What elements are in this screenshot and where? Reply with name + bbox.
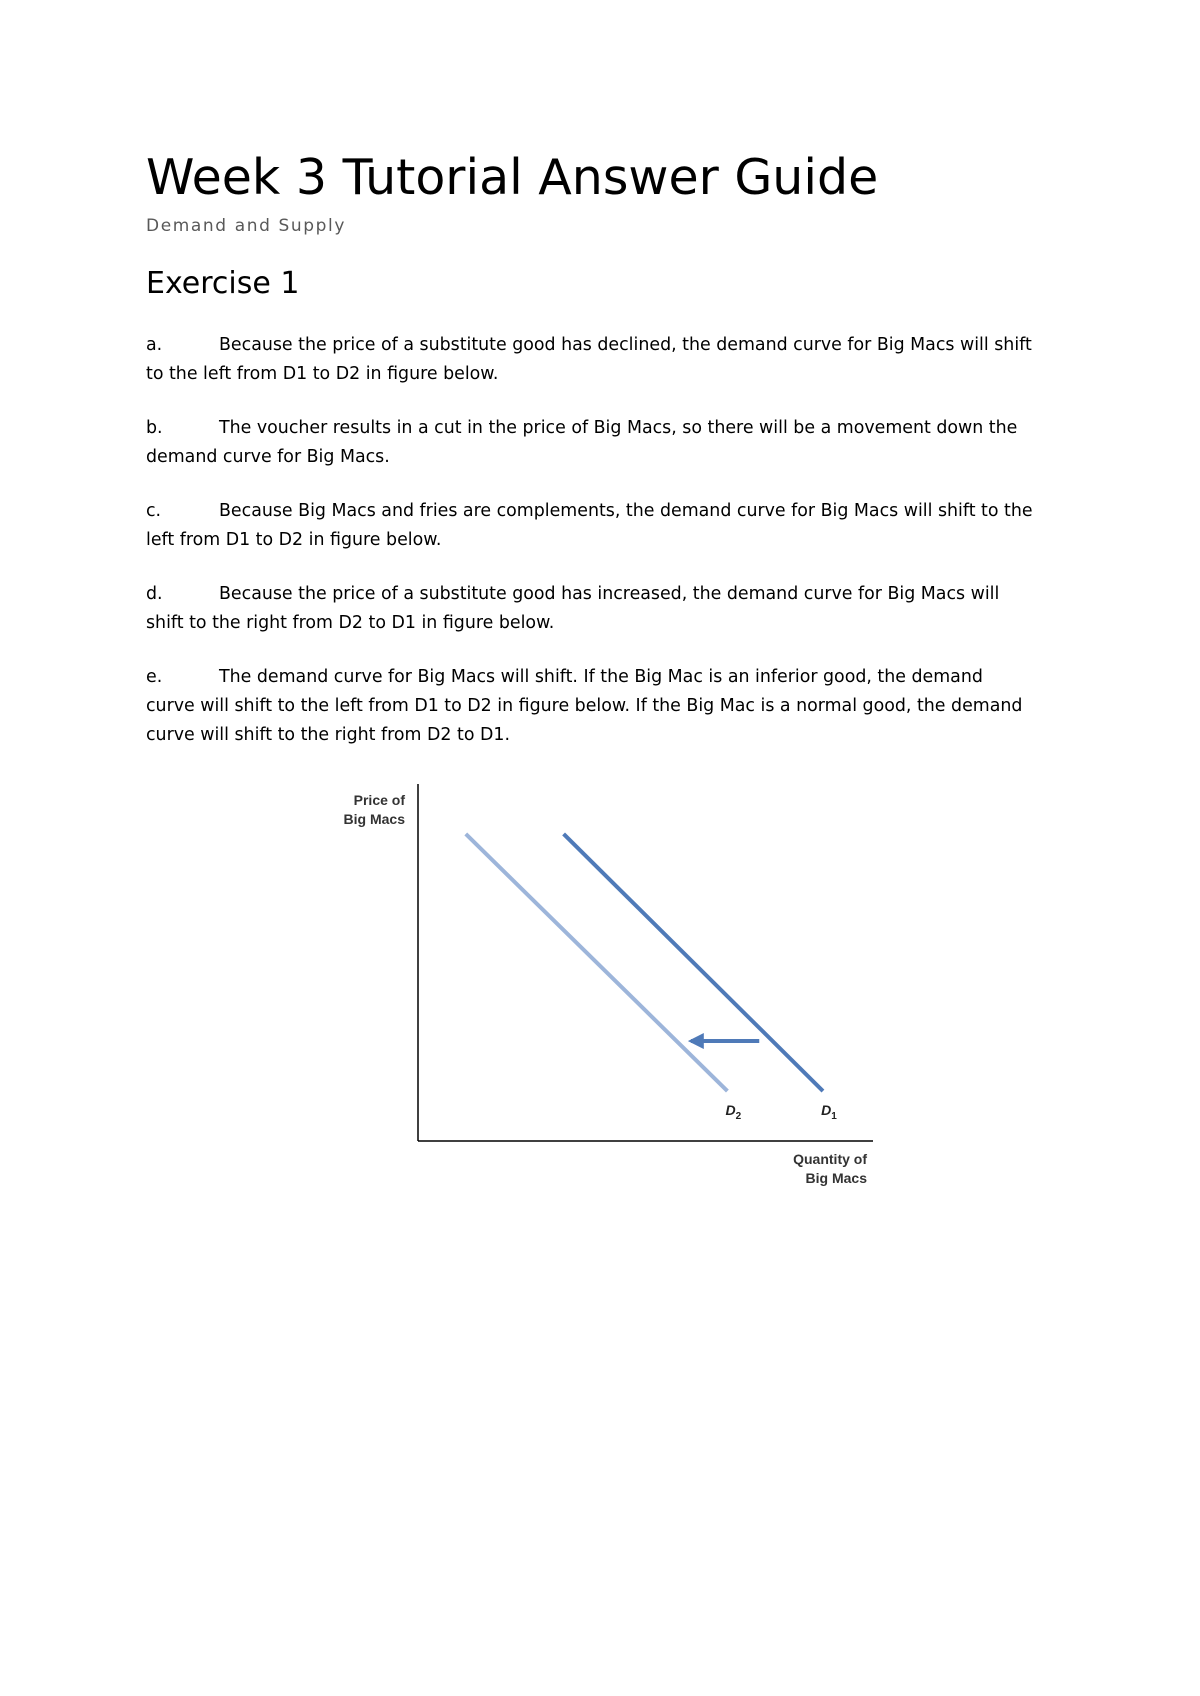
demand-shift-chart — [300, 770, 900, 1200]
answer-line — [146, 663, 1076, 692]
answer-item-a — [146, 331, 1076, 389]
exercise-heading: Exercise 1 — [146, 266, 300, 301]
x-axis-label-line: Quantity of — [793, 1151, 867, 1167]
answer-text: The voucher results in a cut in the price of Big Macs, so there will be a movement down the — [219, 418, 1018, 438]
demand-curve-d1 — [564, 834, 823, 1091]
answer-text: left from D1 to D2 in figure below. — [146, 530, 442, 550]
curve-label-subscript: 1 — [831, 1111, 837, 1123]
answer-line — [146, 497, 1076, 526]
demand-curve-d2 — [466, 834, 728, 1091]
answer-line — [146, 414, 1076, 443]
answer-text: The demand curve for Big Macs will shift. If the Big Mac is an inferior good, the demand — [219, 667, 983, 687]
item-marker: b. — [146, 418, 163, 438]
series-layer — [466, 834, 837, 1122]
answer-item-b — [146, 414, 1076, 472]
answer-line — [146, 331, 1076, 360]
item-marker: a. — [146, 335, 163, 355]
answer-text: Because Big Macs and fries are complements, the demand curve for Big Macs will shift to the — [219, 501, 1033, 521]
answer-text: shift to the right from D2 to D1 in figure below. — [146, 613, 555, 633]
curve-label: $D_1$ — [821, 1102, 837, 1123]
item-marker: c. — [146, 501, 162, 521]
document-title: Week 3 Tutorial Answer Guide — [146, 149, 879, 206]
answer-item-d — [146, 580, 1076, 638]
y-axis-label-line: Big Macs — [343, 811, 405, 827]
answer-text: curve will shift to the left from D1 to D2 in figure below. If the Big Mac is a normal good, the demand — [146, 696, 1023, 716]
answer-text: to the left from D1 to D2 in figure below. — [146, 364, 499, 384]
answer-item-c — [146, 497, 1076, 555]
answer-text: Because the price of a substitute good has declined, the demand curve for Big Macs will shift — [219, 335, 1032, 355]
x-axis-label — [793, 1151, 867, 1186]
answer-text: Because the price of a substitute good has increased, the demand curve for Big Macs will — [219, 584, 1000, 604]
answer-text: demand curve for Big Macs. — [146, 447, 390, 467]
item-marker: d. — [146, 584, 163, 604]
answer-item-e — [146, 663, 1076, 750]
curve-label: $D_2$ — [725, 1102, 742, 1123]
y-axis-label — [344, 792, 406, 827]
item-marker: e. — [146, 667, 163, 687]
y-axis-label-line: Price of — [353, 792, 405, 808]
answer-text: curve will shift to the right from D2 to D1. — [146, 725, 510, 745]
x-axis-label-line: Big Macs — [805, 1170, 867, 1186]
answer-line — [146, 580, 1076, 609]
document-subtitle: Demand and Supply — [146, 216, 347, 236]
curve-label-subscript: 2 — [735, 1111, 742, 1123]
